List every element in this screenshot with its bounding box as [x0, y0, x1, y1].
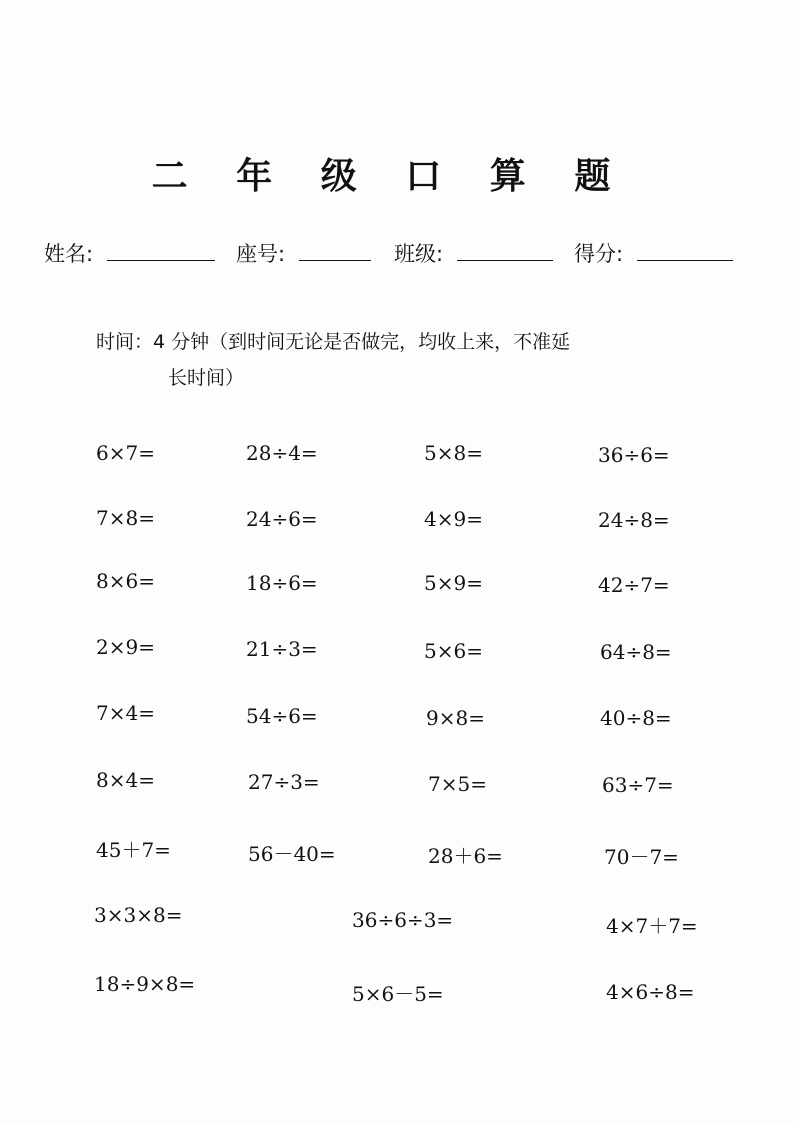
- notice-line-1: 时间：4 分钟（到时间无论是否做完，均收上来，不准延: [96, 331, 571, 353]
- problem-item: 5×9=: [424, 571, 483, 595]
- class-label: 班级:: [394, 242, 444, 266]
- problem-item: 36÷6=: [598, 443, 670, 467]
- problem-item: 40÷8=: [600, 706, 672, 730]
- problem-item: 5×6=: [424, 639, 483, 663]
- class-blank: [457, 240, 553, 261]
- page-title: 二 年 级 口 算 题: [151, 156, 629, 197]
- time-notice: [96, 324, 716, 396]
- problem-item: 28÷4=: [246, 441, 318, 465]
- problem-item: 63÷7=: [602, 773, 674, 797]
- seat-label: 座号:: [236, 242, 286, 266]
- problem-item: 64÷8=: [600, 640, 672, 664]
- problem-item: 36÷6÷3=: [352, 908, 454, 932]
- problem-item: 7×5=: [428, 772, 487, 796]
- problem-item: 56－40=: [248, 842, 336, 866]
- problem-item: 7×8=: [96, 506, 155, 530]
- name-field: [44, 238, 215, 268]
- seat-field: [236, 238, 371, 268]
- score-blank: [637, 240, 733, 261]
- problem-item: 8×4=: [96, 768, 155, 792]
- problem-item: 24÷8=: [598, 508, 670, 532]
- problem-item: 7×4=: [96, 701, 155, 725]
- problem-item: 27÷3=: [248, 770, 320, 794]
- problem-item: 5×6－5=: [352, 982, 444, 1006]
- problem-item: 18÷6=: [246, 571, 318, 595]
- problem-item: 4×9=: [424, 507, 483, 531]
- notice-line-2: 长时间）: [168, 367, 245, 389]
- problem-item: 3×3×8=: [94, 903, 183, 927]
- problem-item: 28＋6=: [428, 844, 503, 868]
- score-label: 得分:: [574, 242, 624, 266]
- student-info-row: [44, 238, 754, 272]
- class-field: [394, 238, 553, 268]
- score-field: [574, 238, 733, 268]
- problem-item: 6×7=: [96, 441, 155, 465]
- problem-item: 8×6=: [96, 569, 155, 593]
- name-label: 姓名:: [44, 242, 94, 266]
- problem-item: 21÷3=: [246, 637, 318, 661]
- problem-item: 5×8=: [424, 441, 483, 465]
- problem-item: 45＋7=: [96, 838, 171, 862]
- problem-item: 9×8=: [426, 706, 485, 730]
- problem-item: 4×6÷8=: [606, 980, 695, 1004]
- problem-item: 42÷7=: [598, 573, 670, 597]
- seat-blank: [299, 240, 371, 261]
- problem-item: 4×7＋7=: [606, 914, 698, 938]
- problem-item: 54÷6=: [246, 704, 318, 728]
- problem-item: 18÷9×8=: [94, 972, 196, 996]
- problem-item: 2×9=: [96, 635, 155, 659]
- problem-item: 70－7=: [604, 845, 679, 869]
- problem-item: 24÷6=: [246, 507, 318, 531]
- name-blank: [107, 240, 215, 261]
